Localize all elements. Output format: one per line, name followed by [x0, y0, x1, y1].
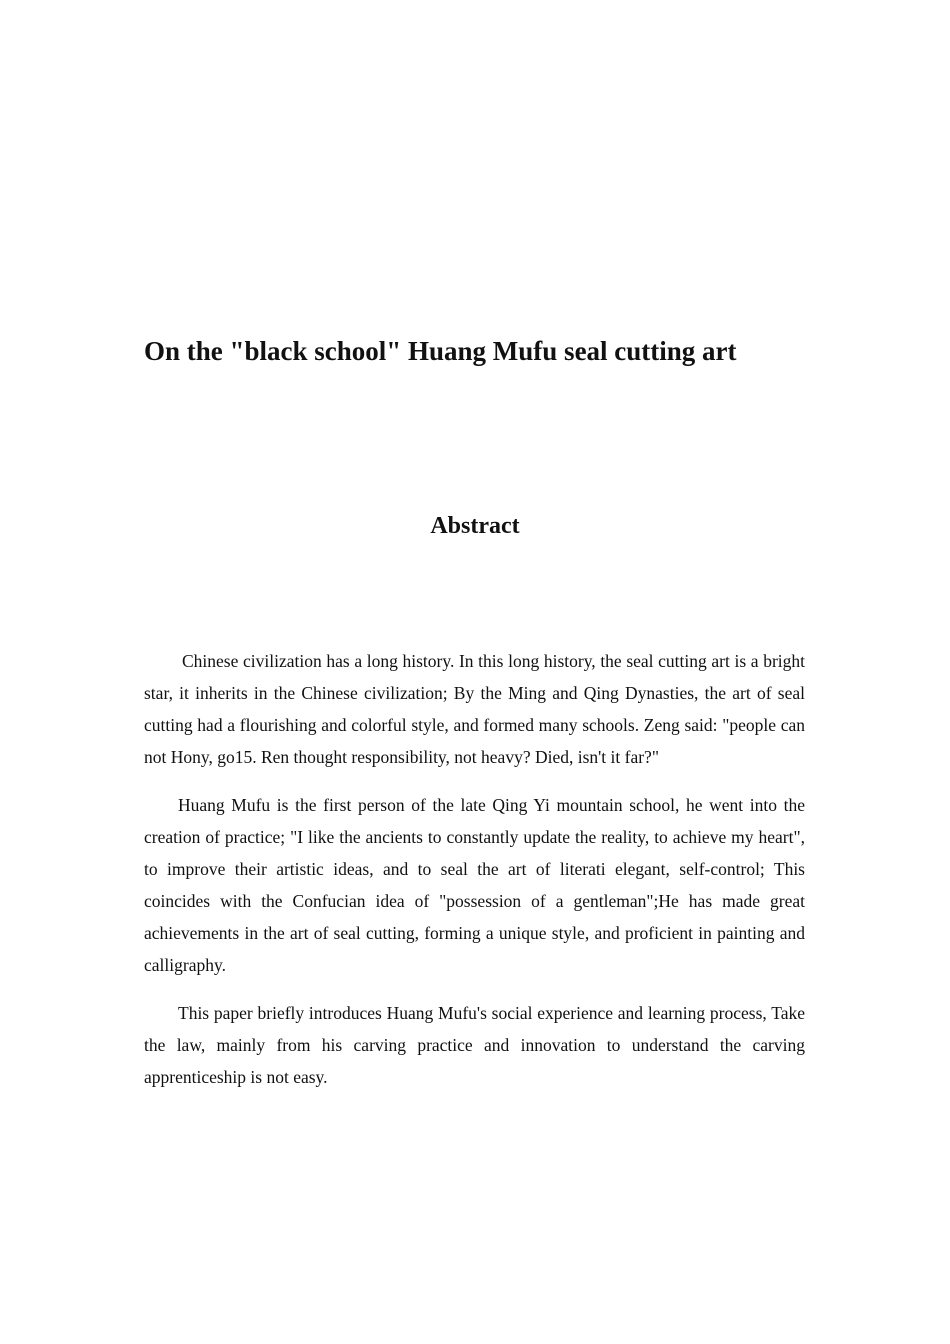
paper-title: On the "black school" Huang Mufu seal cutting art	[144, 336, 737, 366]
abstract-heading: Abstract	[430, 513, 520, 539]
abstract-paragraph-3: This paper briefly introduces Huang Mufu's social experience and learning process, Take the law, mainly from his carving practice and innovation to understand the carving apprenticeship is not easy.	[144, 1003, 805, 1087]
abstract-paragraph-1: Chinese civilization has a long history. In this long history, the seal cutting art is a bright star, it inherits in the Chinese civilization; By the Ming and Qing Dynasties, the art of seal cutting had a flourishing and colorful style, and formed many schools. Zeng said: "people can not Hony, go15. Ren thought responsibility, not heavy? Died, isn't it far?"	[144, 651, 805, 767]
abstract-paragraph-2: Huang Mufu is the first person of the late Qing Yi mountain school, he went into the creation of practice; "I like the ancients to constantly update the reality, to achieve my heart", to improve their artistic ideas, and to seal the art of literati elegant, self-control; This coincides with the Confucian idea of "possession of a gentleman";He has made great achievements in the art of seal cutting, forming a unique style, and proficient in painting and calligraphy.	[144, 795, 805, 975]
abstract-body	[144, 645, 805, 1109]
